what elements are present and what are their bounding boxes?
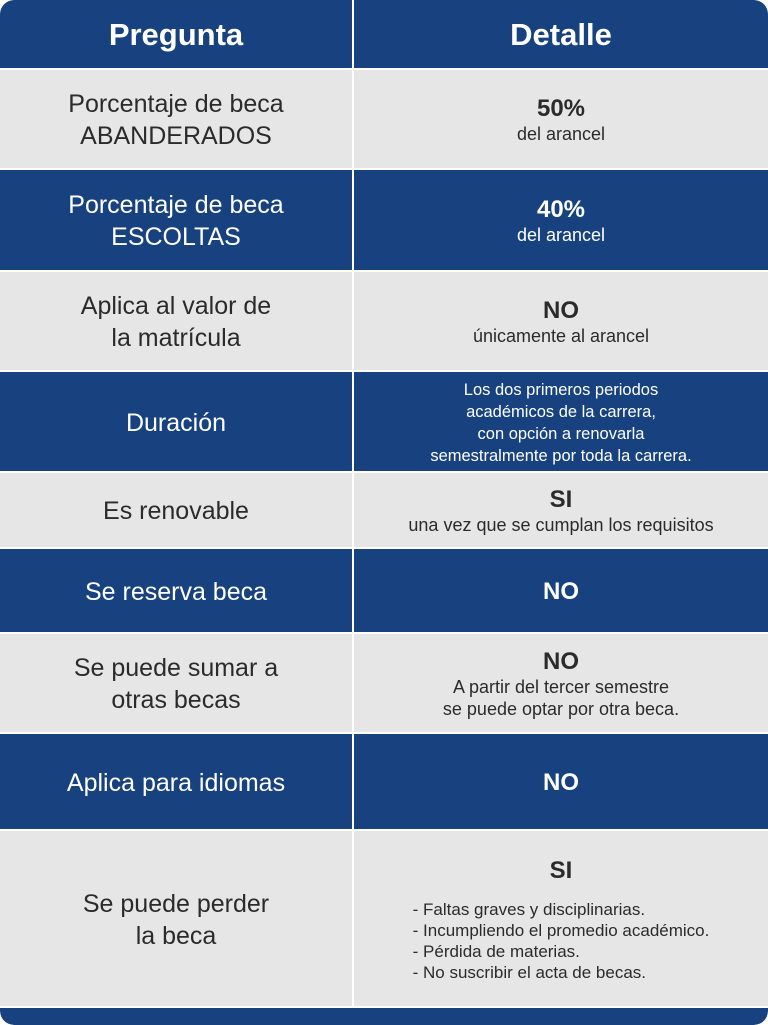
detail-sub: A partir del tercer semestre bbox=[452, 677, 670, 697]
table-row bbox=[0, 270, 768, 372]
question-line: la beca bbox=[135, 921, 217, 950]
table-row bbox=[0, 732, 768, 831]
question-line: Es renovable bbox=[103, 497, 249, 525]
question-line: ABANDERADOS bbox=[80, 122, 272, 150]
question-line: Aplica para idiomas bbox=[66, 768, 286, 797]
detail-sub: semestralmente por toda la carrera. bbox=[430, 446, 692, 465]
detail-sub: del arancel bbox=[516, 124, 606, 144]
table-row bbox=[0, 632, 768, 734]
detail-sub: académicos de la carrera, bbox=[466, 402, 656, 421]
detail-sub: se puede optar por otra beca. bbox=[442, 699, 680, 719]
row-question bbox=[0, 549, 352, 634]
question-line: la matrícula bbox=[111, 324, 241, 352]
table-footer bbox=[0, 1006, 768, 1025]
row-question bbox=[0, 473, 352, 549]
row-detail bbox=[354, 372, 768, 473]
row-detail bbox=[354, 272, 768, 372]
list-item: - Pérdida de materias. bbox=[412, 941, 580, 961]
table-row bbox=[0, 168, 768, 272]
question-line: Aplica al valor de bbox=[80, 292, 272, 320]
list-item: - Incumpliendo el promedio académico. bbox=[412, 920, 710, 940]
row-question bbox=[0, 831, 352, 1008]
question-line: Se reserva beca bbox=[84, 577, 268, 606]
detail-main: SI bbox=[549, 486, 573, 513]
detail-sub: únicamente al arancel bbox=[472, 326, 650, 346]
question-line: Porcentaje de beca bbox=[68, 90, 284, 118]
detail-main: 40% bbox=[536, 196, 586, 223]
table-row bbox=[0, 471, 768, 549]
table-row bbox=[0, 68, 768, 170]
detail-sub: con opción a renovarla bbox=[477, 424, 645, 443]
row-detail bbox=[354, 831, 768, 1008]
question-line: Porcentaje de beca bbox=[68, 191, 284, 219]
list-item: - Faltas graves y disciplinarias. bbox=[412, 899, 646, 919]
row-question bbox=[0, 372, 352, 473]
question-line: Duración bbox=[125, 408, 227, 437]
header-detail: Detalle bbox=[510, 17, 612, 52]
detail-main: NO bbox=[543, 577, 579, 605]
list-item: - No suscribir el acta de becas. bbox=[412, 962, 647, 982]
detail-sub: una vez que se cumplan los requisitos bbox=[408, 515, 714, 535]
row-detail bbox=[354, 634, 768, 734]
detail-main: NO bbox=[543, 768, 579, 796]
detail-sub: del arancel bbox=[516, 225, 606, 245]
header-question: Pregunta bbox=[108, 17, 244, 52]
row-detail bbox=[354, 170, 768, 272]
question-line: Se puede sumar a bbox=[73, 654, 279, 682]
question-line: Se puede perder bbox=[82, 889, 270, 918]
table-row bbox=[0, 829, 768, 1008]
detail-main: SI bbox=[549, 856, 573, 884]
detail-main: 50% bbox=[536, 95, 586, 122]
row-detail bbox=[354, 70, 768, 170]
row-question bbox=[0, 70, 352, 170]
row-question bbox=[0, 170, 352, 272]
detail-sub: Los dos primeros periodos bbox=[463, 380, 659, 399]
detail-main: NO bbox=[543, 297, 579, 324]
table-header bbox=[0, 0, 768, 70]
column-divider bbox=[352, 0, 354, 1025]
row-question bbox=[0, 272, 352, 372]
row-question bbox=[0, 634, 352, 734]
detail-main: NO bbox=[543, 648, 579, 675]
row-detail bbox=[354, 549, 768, 634]
table-row bbox=[0, 547, 768, 634]
question-line: ESCOLTAS bbox=[111, 223, 241, 251]
question-line: otras becas bbox=[111, 686, 241, 714]
loss-reasons-list bbox=[413, 899, 710, 983]
row-question bbox=[0, 734, 352, 831]
row-detail bbox=[354, 734, 768, 831]
table-row bbox=[0, 370, 768, 473]
row-detail bbox=[354, 473, 768, 549]
